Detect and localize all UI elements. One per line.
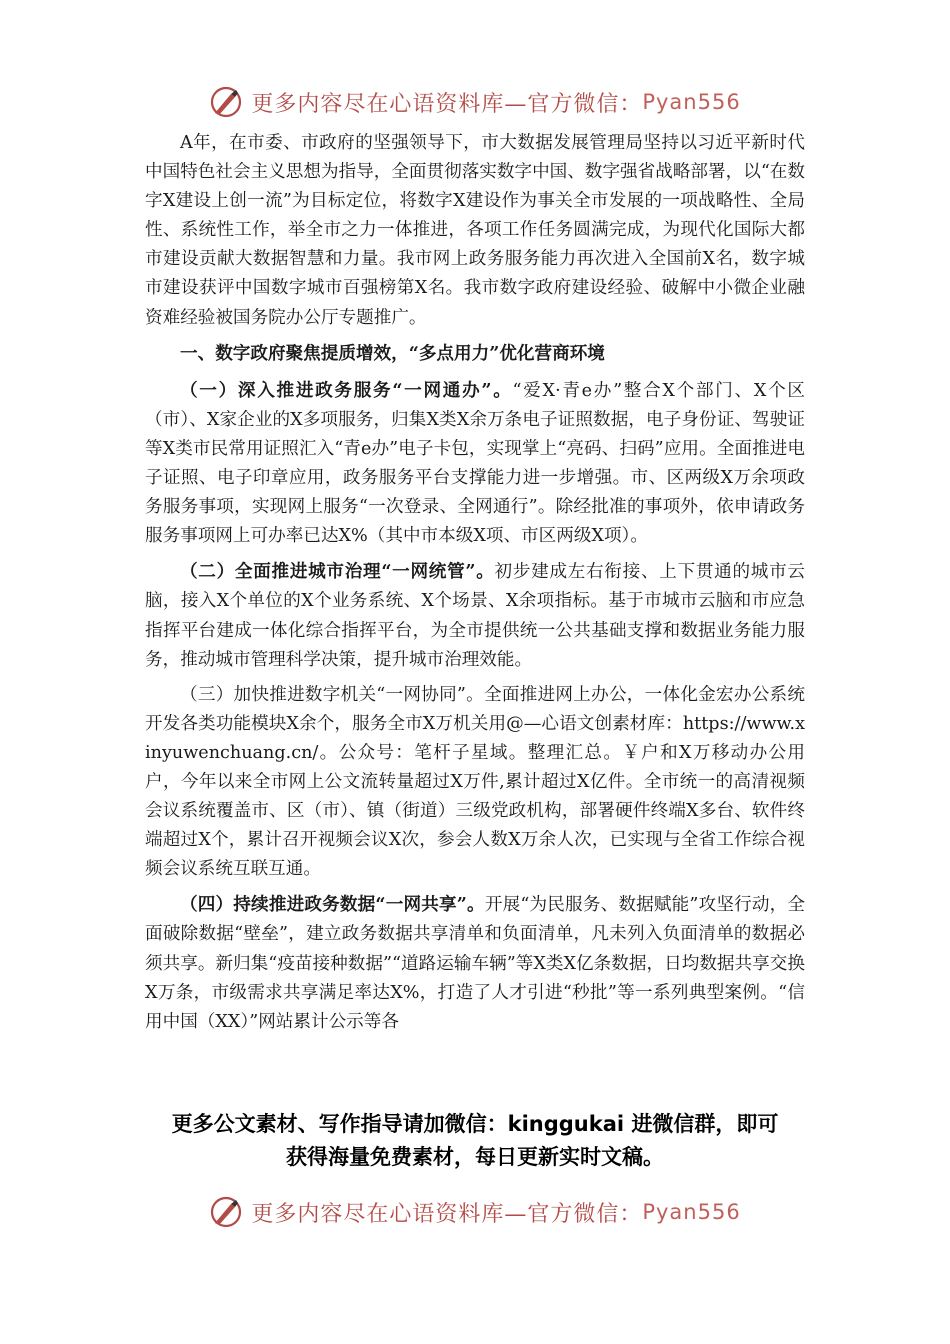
intro-paragraph: A年，在市委、市政府的坚强领导下，市大数据发展管理局坚持以习近平新时代中国特色社会主义思想为指导，全面贯彻落实数字中国、数字强省战略部署，以“在数字X建设上创一流”为目标定位，将数字X建设作为事关全市发展的一项战略性、全局性、系统性工作，举全市之力一体推进，各项工作任务圆满完成，为现代化国际大都市建设贡献大数据智慧和力量。我市网上政务服务能力再次进入全国前X名，数字城市建设获评中国数字城市百强榜第X名。我市数字政府建设经验、破解中小微企业融资难经验被国务院办公厅专题推广。 <box>145 133 805 328</box>
pen-logo-icon <box>209 85 243 119</box>
paragraph-lead: （一）深入推进政务服务“一网通办”。 <box>180 379 513 401</box>
watermark-wechat-id: Pyan556 <box>642 90 741 114</box>
watermark-text: 更多内容尽在心语资料库—官方微信： <box>251 1201 643 1227</box>
promo-notice <box>0 1108 950 1174</box>
paragraph-one-network-service <box>145 376 805 552</box>
promo-line-2: 获得海量免费素材，每日更新实时文稿。 <box>286 1145 664 1169</box>
paragraph-digital-office: （三）加快推进数字机关“一网协同”。全面推进网上办公，一体化金宏办公系统开发各类功能模块X余个，服务全市X万机关用@—心语文创素材库：https://www.xinyuwenchuang.cn/。公众号：笔杆子星域。整理汇总。￥户和X万移动办公用户，今年以来全市网上公文流转量超过X万件,累计超过X亿件。全市统一的高清视频会议系统覆盖市、区（市）、镇（街道）三级党政机构，部署硬件终端X多台、软件终端超过X个，累计召开视频会议X次，参会人数X万余人次，已实现与全省工作综合视频会议系统互联互通。 <box>145 684 805 880</box>
paragraph-data-sharing <box>145 890 805 1036</box>
header-watermark-banner <box>0 80 950 124</box>
promo-line-1: 更多公文素材、写作指导请加微信：kinggukai 进微信群，即可 <box>171 1112 779 1136</box>
pen-logo-icon <box>209 1195 243 1229</box>
paragraph-city-governance <box>145 557 805 674</box>
paragraph-body: 开展“为民服务、数据赋能”攻坚行动，全面破除数据“壁垒”，建立政务数据共享清单和负面清单，凡未列入负面清单的数据必须共享。新归集“疫苗接种数据”“道路运输车辆”等X类X亿条数据，日均数据共享交换X万条，市级需求共享满足率达X%，打造了人才引进“秒批”等一系列典型案例。“信用中国（XX）”网站累计公示等各 <box>145 895 805 1032</box>
watermark-wechat-id: Pyan556 <box>642 1200 741 1224</box>
section-heading: 一、数字政府聚焦提质增效，“多点用力”优化营商环境 <box>180 342 605 364</box>
document-body <box>145 129 805 1043</box>
footer-watermark-banner <box>0 1190 950 1234</box>
paragraph-body: 初步建成左右衔接、上下贯通的城市云脑，接入X个单位的X个业务系统、X个场景、X余项指标。基于市城市云脑和市应急指挥平台建成一体化综合指挥平台，为全市提供统一公共基础支撑和数据业务能力服务，推动城市管理科学决策，提升城市治理效能。 <box>145 562 805 670</box>
watermark-text: 更多内容尽在心语资料库—官方微信： <box>251 91 643 117</box>
paragraph-lead: （二）全面推进城市治理“一网统管”。 <box>180 561 495 583</box>
paragraph-lead: （四）持续推进政务数据“一网共享”。 <box>180 894 485 916</box>
paragraph-body: “爱X·青e办”整合X个部门、X个区（市）、X家企业的X多项服务，归集X类X余万条电子证照数据，电子身份证、驾驶证等X类市民常用证照汇入“青e办”电子卡包，实现掌上“亮码、扫码”应用。全面推进电子证照、电子印章应用，政务服务平台支撑能力进一步增强。市、区两级X万余项政务服务事项，实现网上服务“一次登录、全网通行”。除经批准的事项外，依申请政务服务事项网上可办率已达X%（其中市本级X项、市区两级X项）。 <box>145 380 805 547</box>
